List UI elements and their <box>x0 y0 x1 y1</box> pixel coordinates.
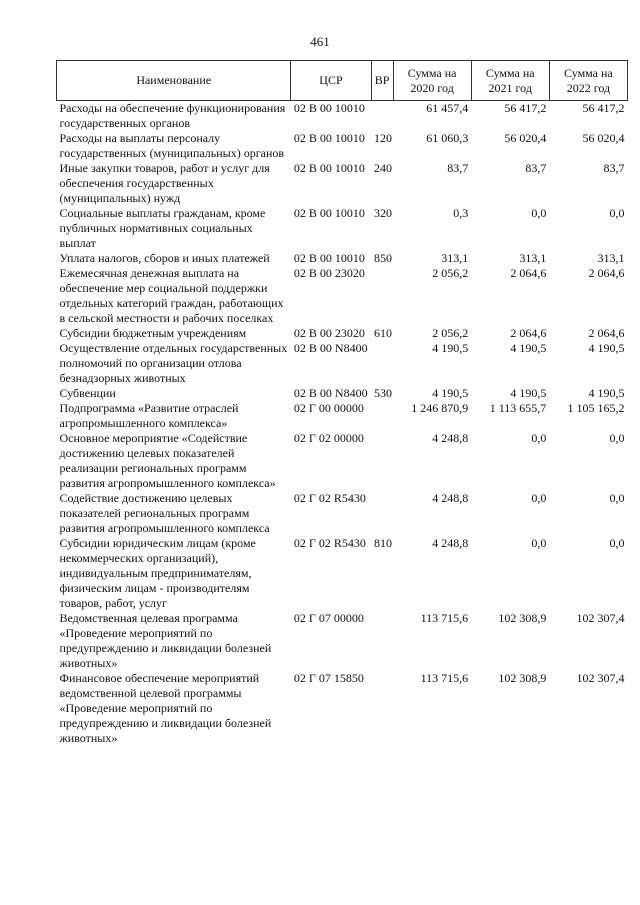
cell-name: Ежемесячная денежная выплата на обеспечение мер социальной поддержки отдельных категорий граждан, работающих в сельской местности и рабочих поселках <box>59 266 284 325</box>
cell-sum-2020: 4 248,8 <box>432 536 469 550</box>
cell-sum-2022: 4 190,5 <box>588 386 625 400</box>
cell-name: Осуществление отдельных государственных полномочий по организации отлова безнадзорных животных <box>59 341 288 385</box>
cell-sum-2020: 0,3 <box>453 206 469 220</box>
cell-sum-2022: 1 105 165,2 <box>567 401 625 415</box>
cell-name: Финансовое обеспечение мероприятий ведомственной целевой программы «Проведение мероприятий по предупреждению и ликвидации болезней животных» <box>59 671 272 745</box>
cell-vr <box>371 401 393 431</box>
cell-name: Подпрограмма «Развитие отраслей агропромышленного комплекса» <box>59 401 239 430</box>
table-row <box>57 266 628 326</box>
cell-sum-2021: 2 064,6 <box>510 266 547 280</box>
cell-name: Ведомственная целевая программа «Проведение мероприятий по предупреждению и ликвидации болезней животных» <box>59 611 272 670</box>
cell-name: Основное мероприятие «Содействие достижению целевых показателей реализации региональных программ развития агропромышленного комплекса» <box>59 431 276 490</box>
cell-sum-2021: 56 020,4 <box>504 131 547 145</box>
cell-vr <box>371 101 393 132</box>
table-body <box>57 101 628 747</box>
cell-sum-2020: 113 715,6 <box>420 611 469 625</box>
table-row <box>57 131 628 161</box>
cell-sum-2020: 61 457,4 <box>426 101 469 115</box>
header-csr: ЦСР <box>291 61 371 101</box>
cell-vr <box>371 671 393 746</box>
cell-sum-2022: 56 417,2 <box>582 101 625 115</box>
header-sum-2021: Сумма на 2021 год <box>471 61 549 101</box>
cell-sum-2020: 313,1 <box>441 251 469 265</box>
cell-csr: 02 В 00 10010 <box>293 101 365 115</box>
cell-sum-2022: 0,0 <box>609 536 625 550</box>
cell-sum-2020: 4 248,8 <box>432 491 469 505</box>
table-row <box>57 341 628 386</box>
cell-sum-2021: 83,7 <box>525 161 547 175</box>
cell-name: Субсидии юридическим лицам (кроме некоммерческих организаций), индивидуальным предпринимателям, физическим лицам - производителям товаров, работ, услуг <box>59 536 256 610</box>
table-header-row <box>57 61 628 101</box>
cell-sum-2021: 0,0 <box>531 536 547 550</box>
cell-vr <box>371 491 393 536</box>
cell-name: Субвенции <box>59 386 116 400</box>
cell-vr: 240 <box>374 161 393 175</box>
cell-name: Субсидии бюджетным учреждениям <box>59 326 247 340</box>
table-row <box>57 431 628 491</box>
cell-name: Уплата налогов, сборов и иных платежей <box>59 251 270 265</box>
cell-sum-2022: 102 307,4 <box>576 611 625 625</box>
cell-vr: 120 <box>374 131 393 145</box>
cell-csr: 02 Г 00 00000 <box>293 401 364 415</box>
cell-name: Расходы на обеспечение функционирования государственных органов <box>59 101 286 130</box>
cell-vr: 850 <box>374 251 393 265</box>
cell-sum-2022: 56 020,4 <box>582 131 625 145</box>
cell-sum-2020: 113 715,6 <box>420 671 469 685</box>
cell-sum-2021: 102 308,9 <box>498 671 547 685</box>
cell-csr: 02 В 00 10010 <box>293 161 365 175</box>
cell-csr: 02 В 00 23020 <box>293 326 365 340</box>
cell-sum-2022: 0,0 <box>609 491 625 505</box>
table-row <box>57 386 628 401</box>
table-row <box>57 326 628 341</box>
cell-csr: 02 Г 07 00000 <box>293 611 364 625</box>
cell-csr: 02 В 00 N8400 <box>293 386 368 400</box>
cell-sum-2020: 61 060,3 <box>426 131 469 145</box>
cell-name: Содействие достижению целевых показателей региональных программ развития агропромышленного комплекса <box>59 491 270 535</box>
cell-csr: 02 Г 02 R5430 <box>293 536 366 550</box>
cell-sum-2020: 4 190,5 <box>432 386 469 400</box>
cell-csr: 02 В 00 23020 <box>293 266 365 280</box>
table-row <box>57 671 628 746</box>
cell-sum-2021: 1 113 655,7 <box>489 401 547 415</box>
table-row <box>57 251 628 266</box>
cell-csr: 02 В 00 10010 <box>293 206 365 220</box>
cell-sum-2021: 0,0 <box>531 491 547 505</box>
cell-sum-2022: 0,0 <box>609 206 625 220</box>
cell-sum-2021: 2 064,6 <box>510 326 547 340</box>
header-name: Наименование <box>57 61 291 101</box>
cell-vr <box>371 341 393 386</box>
table-row <box>57 491 628 536</box>
cell-csr: 02 В 00 10010 <box>293 251 365 265</box>
cell-vr: 530 <box>374 386 393 400</box>
cell-sum-2020: 4 248,8 <box>432 431 469 445</box>
cell-name: Расходы на выплаты персоналу государственных (муниципальных) органов <box>59 131 285 160</box>
cell-sum-2022: 2 064,6 <box>588 326 625 340</box>
cell-csr: 02 В 00 10010 <box>293 131 365 145</box>
page-number: 461 <box>310 34 330 49</box>
table-row <box>57 401 628 431</box>
cell-csr: 02 Г 02 00000 <box>293 431 364 445</box>
cell-vr: 320 <box>374 206 393 220</box>
cell-vr: 610 <box>374 326 393 340</box>
cell-sum-2022: 4 190,5 <box>588 341 625 355</box>
cell-name: Социальные выплаты гражданам, кроме публичных нормативных социальных выплат <box>59 206 266 250</box>
table-row <box>57 206 628 251</box>
table-row <box>57 161 628 206</box>
header-sum-2022: Сумма на 2022 год <box>549 61 627 101</box>
cell-sum-2022: 2 064,6 <box>588 266 625 280</box>
cell-sum-2020: 2 056,2 <box>432 266 469 280</box>
cell-sum-2021: 4 190,5 <box>510 341 547 355</box>
cell-sum-2020: 83,7 <box>447 161 469 175</box>
cell-vr: 810 <box>374 536 393 550</box>
cell-sum-2021: 0,0 <box>531 431 547 445</box>
cell-sum-2021: 0,0 <box>531 206 547 220</box>
cell-csr: 02 Г 07 15850 <box>293 671 364 685</box>
cell-csr: 02 В 00 N8400 <box>293 341 368 355</box>
cell-sum-2021: 56 417,2 <box>504 101 547 115</box>
cell-sum-2020: 1 246 870,9 <box>411 401 469 415</box>
cell-vr <box>371 611 393 671</box>
table-row <box>57 101 628 132</box>
cell-sum-2022: 102 307,4 <box>576 671 625 685</box>
cell-sum-2022: 313,1 <box>597 251 625 265</box>
cell-sum-2020: 4 190,5 <box>432 341 469 355</box>
budget-table <box>56 60 628 746</box>
cell-sum-2022: 83,7 <box>603 161 625 175</box>
header-vr: ВР <box>371 61 393 101</box>
table-row <box>57 611 628 671</box>
cell-sum-2022: 0,0 <box>609 431 625 445</box>
cell-sum-2020: 2 056,2 <box>432 326 469 340</box>
table-row <box>57 536 628 611</box>
cell-sum-2021: 102 308,9 <box>498 611 547 625</box>
cell-vr <box>371 266 393 326</box>
cell-sum-2021: 313,1 <box>519 251 547 265</box>
cell-csr: 02 Г 02 R5430 <box>293 491 366 505</box>
header-sum-2020: Сумма на 2020 год <box>393 61 471 101</box>
cell-sum-2021: 4 190,5 <box>510 386 547 400</box>
cell-name: Иные закупки товаров, работ и услуг для обеспечения государственных (муниципальных) нужд <box>59 161 270 205</box>
cell-vr <box>371 431 393 491</box>
